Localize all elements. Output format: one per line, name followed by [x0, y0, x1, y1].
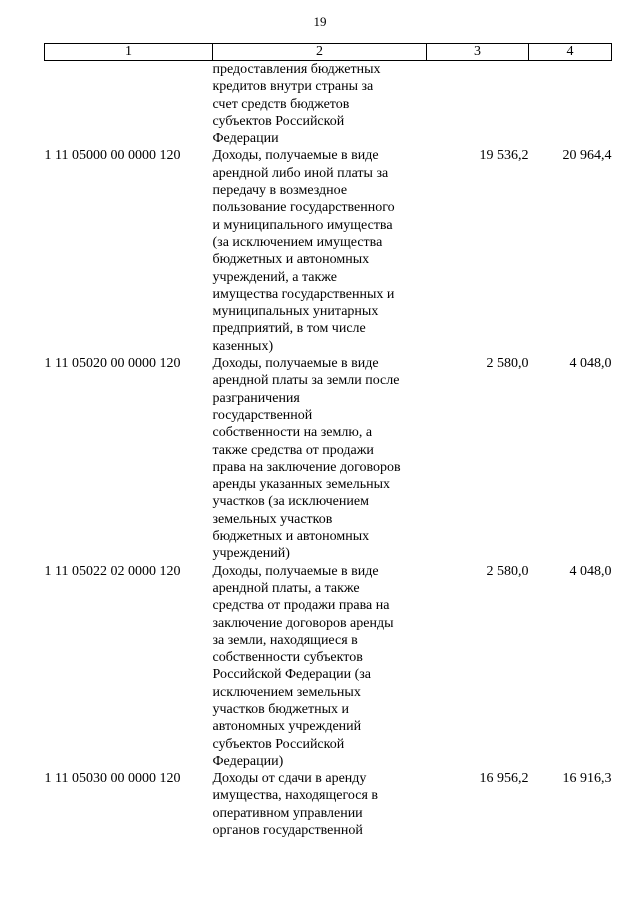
description-line: также средства от продажи	[212, 442, 374, 458]
amount-column-4: 20 964,4	[562, 148, 612, 164]
table-header-row	[45, 44, 612, 61]
description-line: права на заключение договоров	[212, 459, 401, 475]
description-line: за земли, находящиеся в	[212, 632, 358, 648]
description-line: передачу в возмездное	[212, 183, 348, 199]
description-line: аренды указанных земельных	[212, 477, 390, 493]
description-line: и муниципального имущества	[212, 217, 393, 233]
amount-column-3: 2 580,0	[486, 563, 529, 579]
description-line: собственности на землю, а	[212, 425, 373, 441]
amount-column-4: 16 916,3	[562, 771, 612, 787]
description-line: арендной либо иной платы за	[212, 165, 389, 181]
description-line: арендной платы, а также	[212, 580, 360, 596]
description-line: бюджетных и автономных	[212, 252, 370, 268]
description-line: Доходы от сдачи в аренду	[212, 771, 367, 787]
income-description	[213, 770, 427, 839]
amount-column-3: 19 536,2	[479, 148, 529, 164]
description-line: участков (за исключением	[212, 494, 369, 510]
description-line: разграничения	[212, 390, 300, 406]
description-line: автономных учреждений	[212, 719, 362, 735]
amount-column-3	[427, 61, 529, 148]
description-line: собственности субъектов	[212, 650, 363, 666]
description-line: муниципальных унитарных	[212, 304, 379, 320]
description-line: Доходы, получаемые в виде	[212, 148, 379, 164]
description-line: счет средств бюджетов	[212, 96, 350, 112]
description-line: средства от продажи права на	[212, 598, 390, 614]
amount-column-4: 4 048,0	[569, 356, 612, 372]
column-header-4: 4	[529, 44, 612, 61]
column-header-3: 3	[427, 44, 529, 61]
description-line: учреждений)	[212, 546, 290, 562]
table-row	[45, 563, 612, 771]
table-row	[45, 147, 612, 355]
description-line: бюджетных и автономных	[212, 529, 370, 545]
description-line: (за исключением имущества	[212, 234, 383, 250]
page-number: 19	[313, 14, 327, 29]
description-line: Российской Федерации (за	[212, 667, 372, 683]
income-code: 1 11 05020 00 0000 120	[44, 356, 181, 372]
table-row	[45, 61, 612, 148]
amount-column-4	[529, 61, 612, 148]
income-description	[213, 147, 427, 355]
column-header-2: 2	[213, 44, 427, 61]
income-code	[45, 61, 213, 148]
income-description	[213, 61, 427, 148]
description-line: заключение договоров аренды	[212, 615, 394, 631]
description-line: субъектов Российской	[212, 736, 345, 752]
description-line: арендной платы за земли после	[212, 373, 400, 389]
description-line: субъектов Российской	[212, 113, 345, 129]
amount-column-3: 2 580,0	[486, 356, 529, 372]
column-header-1: 1	[45, 44, 213, 61]
description-line: имущества, находящегося в	[212, 788, 378, 804]
description-line: казенных)	[212, 338, 274, 354]
income-description	[213, 563, 427, 771]
description-line: Федерации)	[212, 753, 284, 769]
description-line: Федерации	[212, 131, 279, 147]
income-description	[213, 355, 427, 563]
income-code: 1 11 05000 00 0000 120	[44, 148, 181, 164]
income-code: 1 11 05022 02 0000 120	[44, 563, 181, 579]
description-line: участков бюджетных и	[212, 701, 349, 717]
amount-column-3: 16 956,2	[479, 771, 529, 787]
table-row	[45, 770, 612, 839]
description-line: земельных участков	[212, 511, 333, 527]
amount-column-4: 4 048,0	[569, 563, 612, 579]
description-line: предприятий, в том числе	[212, 321, 366, 337]
description-line: государственной	[212, 407, 313, 423]
description-line: предоставления бюджетных	[212, 62, 381, 77]
description-line: Доходы, получаемые в виде	[212, 563, 379, 579]
table-body	[45, 61, 612, 840]
description-line: учреждений, а также	[212, 269, 337, 285]
budget-table	[44, 43, 612, 839]
description-line: пользование государственного	[212, 200, 395, 216]
table-row	[45, 355, 612, 563]
description-line: оперативном управлении	[212, 805, 363, 821]
description-line: кредитов внутри страны за	[212, 79, 374, 95]
income-code: 1 11 05030 00 0000 120	[44, 771, 181, 787]
description-line: имущества государственных и	[212, 286, 395, 302]
description-line: Доходы, получаемые в виде	[212, 356, 379, 372]
description-line: органов государственной	[212, 823, 363, 839]
description-line: исключением земельных	[212, 684, 361, 700]
